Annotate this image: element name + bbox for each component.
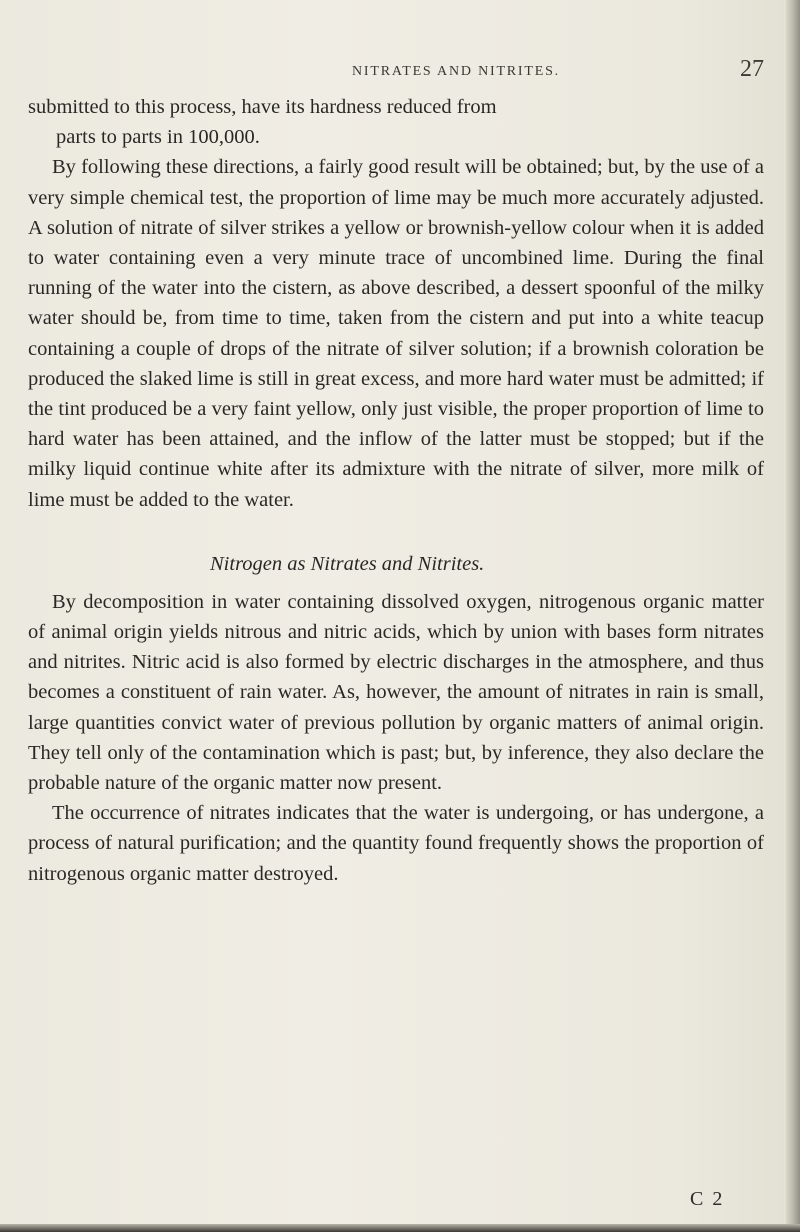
running-head <box>0 56 800 86</box>
paragraph-continued-hang: parts to parts in 100,000. <box>56 126 260 149</box>
paragraph-lime-test: By following these directions, a fairly good result will be obtained; but, by the use of a very simple chemical test, the proportion of lime may be much more accurately adjusted. A solution of nitrate of silver strikes a yellow or brownish-yellow colour when it is added to water containing even a very minute trace of uncombined lime. During the final running of the water into the cistern, as above described, a dessert spoonful of the milky water should be, from time to time, taken from the cistern and put into a white teacup containing a couple of drops of the nitrate of silver solution; if a brownish coloration be produced the slaked lime is still in great excess, and more hard water must be admitted; if the tint produced be a very faint yellow, only just visible, the proper proportion of lime to hard water has been attained, and the inflow of the latter must be stopped; but if the milky liquid continue white after its admixture with the nitrate of silver, more milk of lime must be added to the water. <box>28 156 764 511</box>
paragraph-continued-line: submitted to this process, have its hardness reduced from <box>28 96 497 118</box>
paragraph-nitrogen-origin: By decomposition in water containing dissolved oxygen, nitrogenous organic matter of animal origin yields nitrous and nitric acids, which by union with bases form nitrates and nitrites. Nitric acid is also formed by electric discharges in the atmosphere, and thus becomes a constituent of rain water. As, however, the amount of nitrates in rain is small, large quantities convict water of previous pollution by organic matters of animal origin. They tell only of the contamination which is past; but, by inference, they also declare the probable nature of the organic matter now present. <box>28 590 764 795</box>
paragraph-continued <box>28 92 764 152</box>
section-heading: Nitrogen as Nitrates and Nitrites. <box>210 552 485 575</box>
body-text <box>28 92 764 889</box>
running-title: NITRATES AND NITRITES. <box>352 64 560 79</box>
page-edge-bottom <box>0 1224 800 1232</box>
page-number: 27 <box>740 56 764 82</box>
page-edge-right <box>786 0 800 1232</box>
signature-mark: C 2 <box>690 1188 725 1210</box>
paragraph-purification: The occurrence of nitrates indicates that the water is undergoing, or has undergone, a process of natural purification; and the quantity found frequently shows the proportion of nitrogenous organic matter destroyed. <box>28 802 764 885</box>
